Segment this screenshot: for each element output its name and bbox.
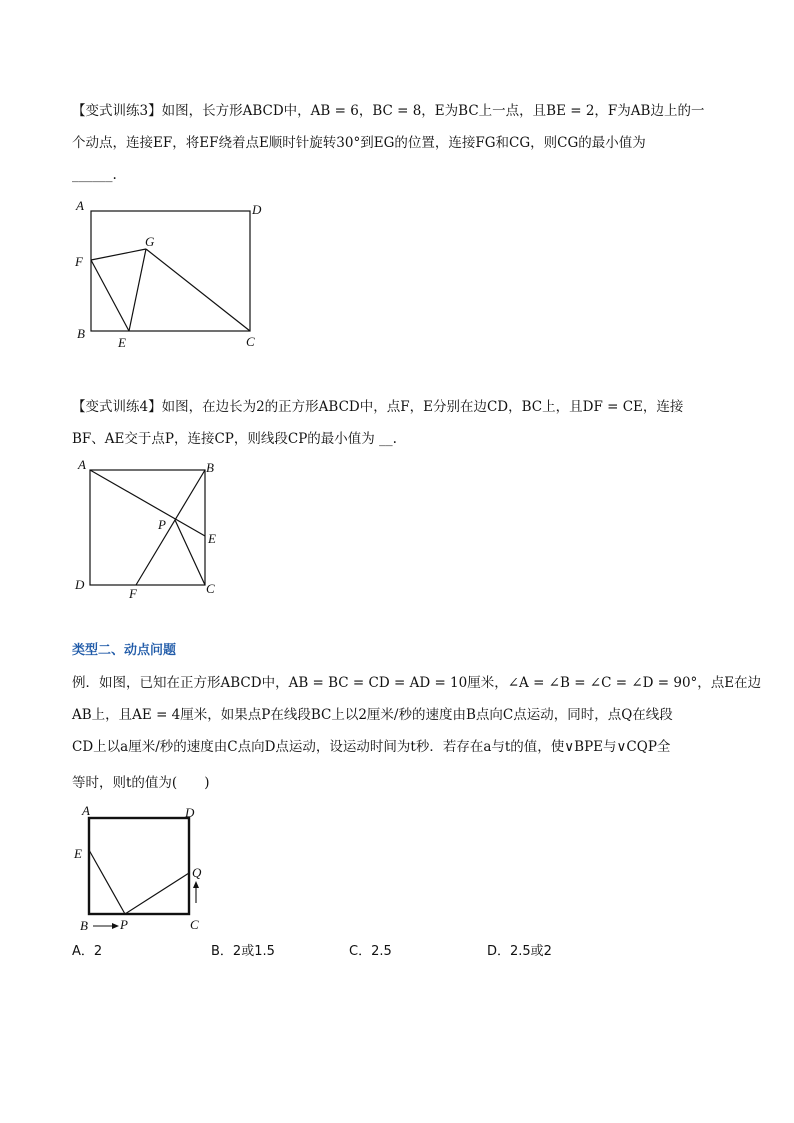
segment-ep (89, 850, 125, 914)
label-d: D (75, 577, 85, 592)
label-p: P (120, 917, 128, 932)
example-text-line4: 等时，则t的值为( ) (72, 775, 210, 791)
label-b: B (77, 326, 85, 341)
square-abcd (89, 818, 189, 914)
problem3-text-line1: 【变式训练3】如图，长方形ABCD中，AB = 6，BC = 8，E为BC上一点，且BE = 2，F为AB边上的一 (72, 103, 705, 119)
label-d: D (252, 202, 262, 217)
option-d: D．2.5或2 (487, 944, 552, 959)
label-b: B (206, 460, 214, 475)
label-a: A (78, 457, 86, 472)
label-d: D (185, 805, 195, 820)
label-a: A (82, 803, 90, 818)
option-c: C．2.5 (349, 944, 392, 959)
label-c: C (246, 334, 255, 349)
problem3-text-line2: 个动点，连接EF，将EF绕着点E顺时针旋转30°到EG的位置，连接FG和CG，则CG的最小值为 (72, 135, 646, 151)
problem3-text-line3: ______. (72, 167, 117, 183)
label-e: E (118, 335, 126, 350)
label-e: E (208, 531, 216, 546)
label-p: P (158, 517, 166, 532)
label-a: A (76, 198, 84, 213)
arrowhead-up-icon (193, 881, 199, 888)
label-f: F (75, 254, 83, 269)
label-e: E (74, 846, 82, 861)
arrowhead-right-icon (112, 923, 119, 929)
label-c: C (206, 581, 215, 596)
segment-pq (125, 873, 189, 914)
example-text-line3: CD上以a厘米/秒的速度由C点向D点运动，设运动时间为t秒．若存在a与t的值，使∨BPE与∨CQP全 (72, 739, 671, 755)
label-c: C (190, 917, 199, 932)
label-f: F (129, 586, 137, 601)
label-g: G (145, 234, 155, 249)
label-q: Q (192, 865, 202, 880)
example-text-line1: 例．如图，已知在正方形ABCD中，AB = BC = CD = AD = 10厘米，∠A = ∠B = ∠C = ∠D = 90°，点E在边 (72, 675, 762, 691)
problem4-text-line1: 【变式训练4】如图，在边长为2的正方形ABCD中，点F，E分别在边CD，BC上，且DF = CE，连接 (72, 399, 684, 415)
problem4-text-line2: BF、AE交于点P，连接CP，则线段CP的最小值为 __. (72, 431, 397, 447)
option-a: A．2 (72, 944, 103, 959)
option-b: B．2或1.5 (211, 944, 275, 959)
section-heading: 类型二、动点问题 (72, 643, 177, 658)
label-b: B (80, 918, 88, 933)
example-text-line2: AB上，且AE = 4厘米，如果点P在线段BC上以2厘米/秒的速度由B点向C点运动，同时，点Q在线段 (72, 707, 673, 723)
